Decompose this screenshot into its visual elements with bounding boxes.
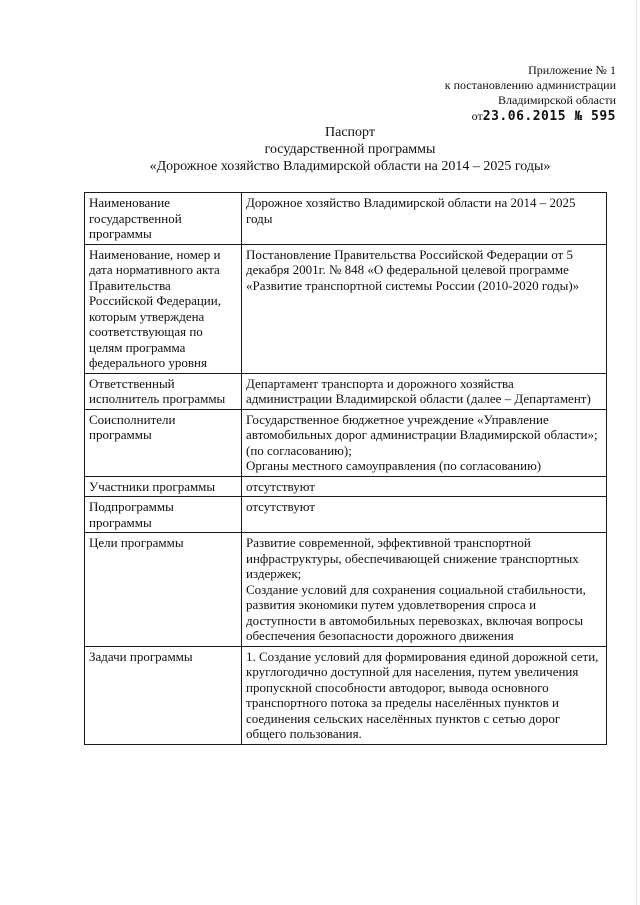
row-value: 1. Создание условий для формирования единой дорожной сети, круглогодично доступной для населения, путем увеличения пропускной способности автодорог, вывода основного транспортного потока за пределы населённых пунктов и соединения сельских населённых пунктов с сетью дорог общего пользования. (242, 646, 607, 744)
table-row (85, 373, 607, 409)
row-value: отсутствуют (242, 476, 607, 497)
document-title (90, 124, 610, 175)
passport-table (84, 192, 607, 745)
title-line-1: Паспорт (325, 125, 375, 140)
row-value: Государственное бюджетное учреждение «Управление автомобильных дорог администрации Владимирской области»; (по согласованию); Органы местного самоуправления (по согласованию) (242, 409, 607, 476)
attachment-line-1: Приложение № 1 (528, 63, 616, 77)
row-label: Задачи программы (85, 646, 242, 744)
date-stamp: 23.06.2015 № 595 (482, 109, 616, 124)
table-row (85, 476, 607, 497)
table-row (85, 244, 607, 373)
row-value: отсутствуют (242, 497, 607, 533)
row-label: Цели программы (85, 533, 242, 647)
row-label: Участники программы (85, 476, 242, 497)
row-value: Департамент транспорта и дорожного хозяйства администрации Владимирской области (далее – Департамент) (242, 373, 607, 409)
row-label: Наименование государственной программы (85, 193, 242, 245)
attachment-note (445, 63, 616, 124)
table-row (85, 409, 607, 476)
date-prefix: от (471, 109, 483, 123)
row-label: Ответственный исполнитель программы (85, 373, 242, 409)
table-row (85, 533, 607, 647)
attachment-line-2: к постановлению администрации (444, 78, 616, 92)
row-value: Дорожное хозяйство Владимирской области на 2014 – 2025 годы (242, 193, 607, 245)
table-row (85, 497, 607, 533)
title-line-3: «Дорожное хозяйство Владимирской области на 2014 – 2025 годы» (149, 159, 551, 174)
page-edge (636, 0, 637, 905)
table-row (85, 193, 607, 245)
attachment-date-line (445, 109, 616, 124)
row-label: Соисполнители программы (85, 409, 242, 476)
title-line-2: государственной программы (264, 142, 436, 157)
row-label: Наименование, номер и дата нормативного акта Правительства Российской Федерации, которым утверждена соответствующая по целям программа федерального уровня (85, 244, 242, 373)
row-value: Постановление Правительства Российской Федерации от 5 декабря 2001г. № 848 «О федеральной целевой программе «Развитие транспортной системы России (2010-2020 годы)» (242, 244, 607, 373)
table-row (85, 646, 607, 744)
attachment-line-3: Владимирской области (498, 93, 616, 107)
row-value: Развитие современной, эффективной транспортной инфраструктуры, обеспечивающей снижение транспортных издержек; Создание условий для сохранения социальной стабильности, развития экономики путем удовлетворения спроса и доступности в автомобильных перевозках, включая вопросы обеспечения безопасности дорожного движения (242, 533, 607, 647)
row-label: Подпрограммы программы (85, 497, 242, 533)
